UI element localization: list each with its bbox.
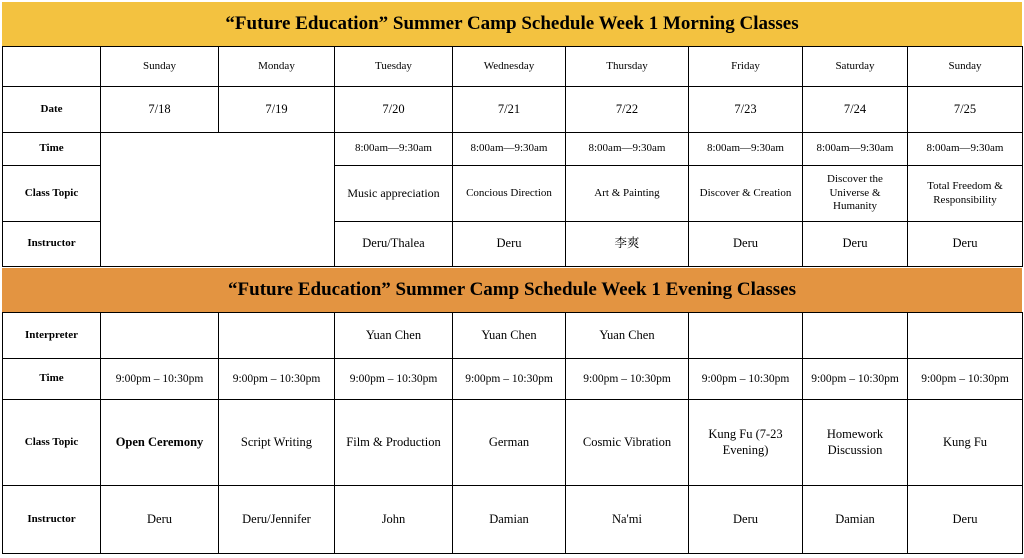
topic-cell: Kung Fu (7-23 Evening) <box>689 400 803 486</box>
row-label-class-topic: Class Topic <box>3 400 101 486</box>
evening-banner: “Future Education” Summer Camp Schedule Week 1 Evening Classes <box>2 268 1022 312</box>
instructor-cell: Damian <box>453 486 566 554</box>
topic-cell: Open Ceremony <box>101 400 219 486</box>
instructor-cell: Deru <box>908 222 1023 267</box>
time-cell: 9:00pm – 10:30pm <box>453 359 566 400</box>
row-label-instructor: Instructor <box>3 486 101 554</box>
topic-cell: Kung Fu <box>908 400 1023 486</box>
time-cell: 9:00pm – 10:30pm <box>219 359 335 400</box>
date-cell: 7/19 <box>219 87 335 133</box>
interpreter-cell <box>689 313 803 359</box>
topic-cell: Concious Direction <box>453 166 566 222</box>
day-header: Sunday <box>908 47 1023 87</box>
time-cell: 8:00am—9:30am <box>908 133 1023 166</box>
instructor-cell: Deru/Thalea <box>335 222 453 267</box>
time-cell: 9:00pm – 10:30pm <box>908 359 1023 400</box>
topic-cell: Discover & Creation <box>689 166 803 222</box>
interpreter-cell <box>219 313 335 359</box>
interpreter-cell: Yuan Chen <box>335 313 453 359</box>
time-cell: 8:00am—9:30am <box>566 133 689 166</box>
instructor-cell: Deru <box>453 222 566 267</box>
empty-merged-cell <box>101 133 335 267</box>
instructor-cell: Damian <box>803 486 908 554</box>
row-label-date: Date <box>3 87 101 133</box>
day-header: Sunday <box>101 47 219 87</box>
evening-interpreter-row <box>3 313 1023 359</box>
evening-instructor-row <box>3 486 1023 554</box>
date-cell: 7/24 <box>803 87 908 133</box>
time-cell: 9:00pm – 10:30pm <box>566 359 689 400</box>
day-header: Thursday <box>566 47 689 87</box>
topic-cell: Cosmic Vibration <box>566 400 689 486</box>
instructor-cell: 李爽 <box>566 222 689 267</box>
instructor-cell: Deru <box>689 222 803 267</box>
date-cell: 7/20 <box>335 87 453 133</box>
evening-schedule-table <box>2 312 1023 554</box>
day-header: Friday <box>689 47 803 87</box>
evening-time-row <box>3 359 1023 400</box>
evening-topic-row <box>3 400 1023 486</box>
row-label-instructor: Instructor <box>3 222 101 267</box>
day-header: Saturday <box>803 47 908 87</box>
instructor-cell: Deru/Jennifer <box>219 486 335 554</box>
instructor-cell: John <box>335 486 453 554</box>
topic-cell: Script Writing <box>219 400 335 486</box>
date-cell: 7/21 <box>453 87 566 133</box>
interpreter-cell <box>101 313 219 359</box>
time-cell: 9:00pm – 10:30pm <box>101 359 219 400</box>
time-cell: 9:00pm – 10:30pm <box>689 359 803 400</box>
topic-cell: German <box>453 400 566 486</box>
time-cell: 8:00am—9:30am <box>453 133 566 166</box>
topic-cell: Art & Painting <box>566 166 689 222</box>
day-header: Wednesday <box>453 47 566 87</box>
date-cell: 7/25 <box>908 87 1023 133</box>
corner-cell <box>3 47 101 87</box>
interpreter-cell: Yuan Chen <box>453 313 566 359</box>
day-header: Tuesday <box>335 47 453 87</box>
row-label-time: Time <box>3 359 101 400</box>
topic-cell: Music appreciation <box>335 166 453 222</box>
date-cell: 7/18 <box>101 87 219 133</box>
interpreter-cell <box>803 313 908 359</box>
instructor-cell: Deru <box>101 486 219 554</box>
instructor-cell: Deru <box>689 486 803 554</box>
morning-day-row <box>3 47 1023 87</box>
day-header: Monday <box>219 47 335 87</box>
topic-cell: Film & Production <box>335 400 453 486</box>
instructor-cell: Deru <box>803 222 908 267</box>
morning-date-row <box>3 87 1023 133</box>
row-label-class-topic: Class Topic <box>3 166 101 222</box>
morning-banner: “Future Education” Summer Camp Schedule Week 1 Morning Classes <box>2 2 1022 46</box>
date-cell: 7/22 <box>566 87 689 133</box>
morning-schedule-table <box>2 46 1023 267</box>
row-label-time: Time <box>3 133 101 166</box>
row-label-interpreter: Interpreter <box>3 313 101 359</box>
time-cell: 8:00am—9:30am <box>803 133 908 166</box>
interpreter-cell: Yuan Chen <box>566 313 689 359</box>
morning-time-row <box>3 133 1023 166</box>
topic-cell: Homework Discussion <box>803 400 908 486</box>
instructor-cell: Deru <box>908 486 1023 554</box>
topic-cell: Total Freedom & Responsibility <box>908 166 1023 222</box>
date-cell: 7/23 <box>689 87 803 133</box>
time-cell: 8:00am—9:30am <box>335 133 453 166</box>
topic-cell: Discover the Universe & Humanity <box>803 166 908 222</box>
time-cell: 9:00pm – 10:30pm <box>803 359 908 400</box>
instructor-cell: Na'mi <box>566 486 689 554</box>
interpreter-cell <box>908 313 1023 359</box>
time-cell: 9:00pm – 10:30pm <box>335 359 453 400</box>
time-cell: 8:00am—9:30am <box>689 133 803 166</box>
